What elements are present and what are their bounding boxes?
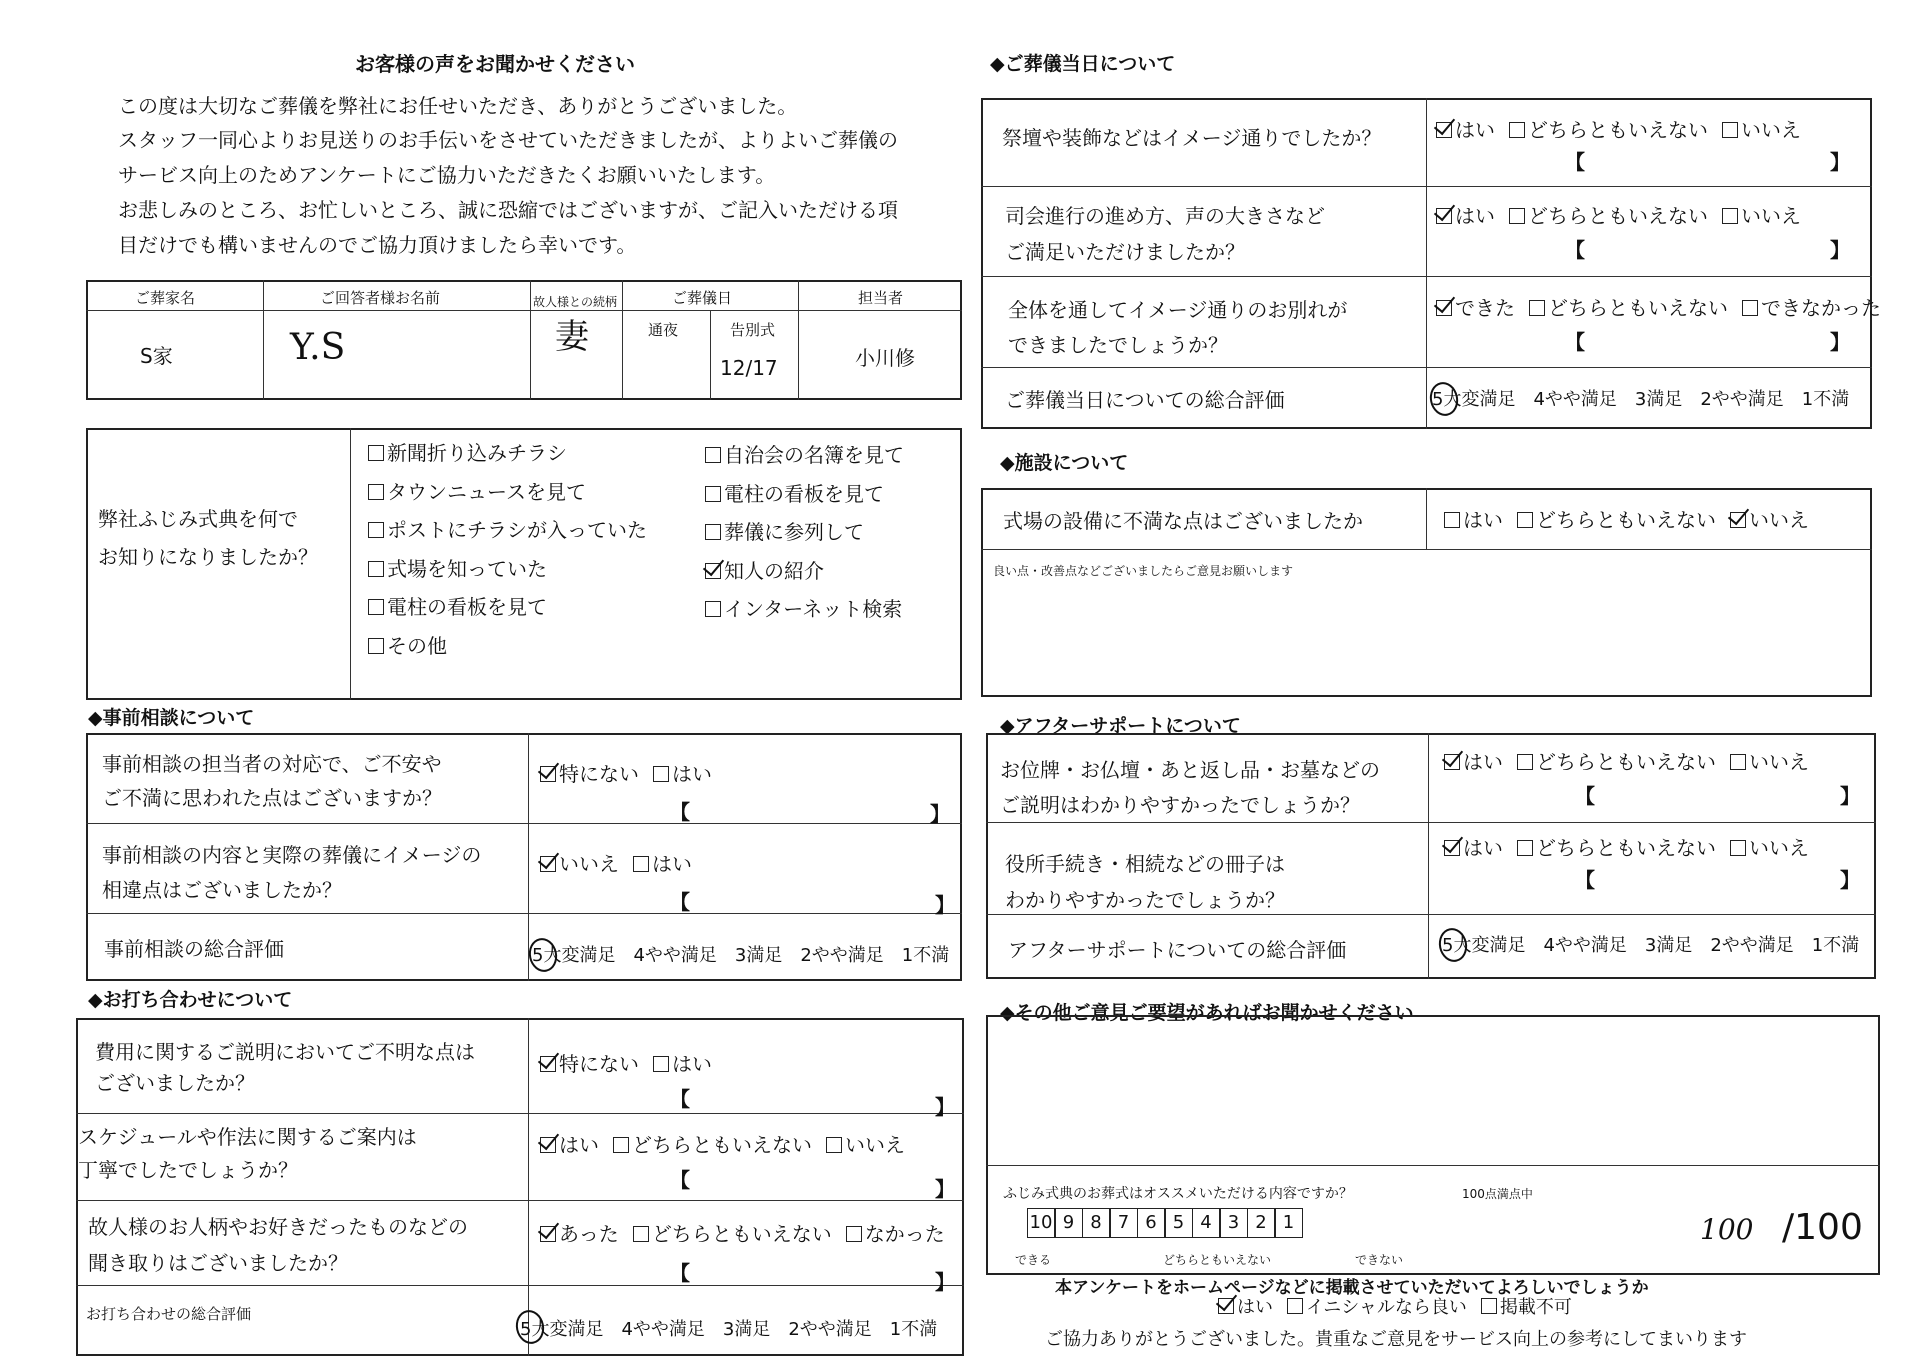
pre-q1: 事前相談の担当者の対応で、ご不安や	[102, 752, 442, 776]
bracket-close: 】	[935, 1177, 955, 1201]
pre-q2: 事前相談の内容と実際の葬儀にイメージの	[102, 843, 482, 867]
source-option[interactable]	[368, 595, 547, 619]
checkbox-icon[interactable]	[1481, 1298, 1497, 1314]
intro-line: お悲しみのところ、お忙しいところ、誠に恐縮ではございますが、ご記入いただける項	[118, 198, 898, 222]
checked-box-icon[interactable]	[1218, 1298, 1234, 1314]
source-option[interactable]	[705, 520, 864, 544]
source-option[interactable]	[368, 634, 447, 658]
checkbox-icon[interactable]	[653, 766, 669, 782]
bracket-close: 】	[1830, 238, 1850, 262]
checked-box-icon[interactable]	[1444, 840, 1460, 856]
checkbox-icon[interactable]	[826, 1137, 842, 1153]
checkbox-icon[interactable]	[368, 599, 384, 615]
checked-box-icon[interactable]	[540, 1137, 556, 1153]
scale-label-left: できる	[1015, 1253, 1052, 1267]
checkbox-icon[interactable]	[1722, 122, 1738, 138]
checkbox-icon[interactable]	[1517, 840, 1533, 856]
fd-q1-options	[1436, 118, 1815, 142]
option-label: はい	[1463, 836, 1503, 860]
option[interactable]	[1436, 296, 1515, 320]
bracket-close: 】	[935, 893, 955, 917]
header-funeral: 告別式	[730, 321, 776, 339]
checkbox-icon[interactable]	[1517, 512, 1533, 528]
staff-name-value[interactable]: 小川修	[855, 346, 915, 370]
after-support-heading: ◆アフターサポートについて	[1000, 715, 1241, 737]
as-q2: わかりやすかったでしょうか？	[1005, 888, 1285, 912]
option[interactable]	[1444, 836, 1503, 860]
checkbox-icon[interactable]	[1509, 122, 1525, 138]
option-label: 電柱の看板を見て	[387, 595, 547, 619]
intro-line: この度は大切なご葬儀を弊社にお任せいただき、ありがとうございました。	[118, 94, 798, 118]
info-table	[86, 280, 962, 400]
option[interactable]	[1287, 1297, 1467, 1318]
publish-question: 本アンケートをホームページなどに掲載させていただいてよろしいでしょうか	[1055, 1278, 1649, 1298]
bracket-open: 【	[1565, 330, 1585, 354]
option[interactable]	[1509, 118, 1708, 142]
score-max: /100	[1782, 1207, 1863, 1248]
option-label: はい	[1237, 1297, 1273, 1318]
checked-box-icon[interactable]	[1436, 208, 1452, 224]
option[interactable]	[653, 762, 712, 786]
checkbox-icon[interactable]	[368, 445, 384, 461]
option-label: できなかった	[1761, 296, 1881, 320]
checkbox-icon[interactable]	[705, 601, 721, 617]
publish-options	[1218, 1296, 1586, 1320]
facility-comment-prompt: 良い点・改善点などございましたらご意見お願いします	[993, 564, 1294, 578]
as-q1-options	[1444, 750, 1823, 774]
meeting-q1-options	[540, 1052, 726, 1076]
option-label: イニシャルなら良い	[1306, 1297, 1467, 1318]
as-q2: 役所手続き・相続などの冊子は	[1005, 852, 1285, 876]
checkbox-icon[interactable]	[705, 486, 721, 502]
option[interactable]	[540, 1133, 599, 1157]
header-family: ご葬家名	[135, 289, 196, 307]
checkbox-icon[interactable]	[653, 1056, 669, 1072]
scale-cell[interactable]: 5	[1164, 1208, 1193, 1238]
checked-box-icon[interactable]	[1444, 754, 1460, 770]
option[interactable]	[1509, 204, 1708, 228]
option[interactable]	[1218, 1297, 1273, 1318]
checkbox-icon[interactable]	[1730, 754, 1746, 770]
bracket-open: 【	[670, 890, 690, 914]
option[interactable]	[540, 762, 639, 786]
option[interactable]	[846, 1222, 945, 1246]
thanks-note: ご協力ありがとうございました。貴重なご意見をサービス向上の参考にしてまいります	[1045, 1329, 1747, 1350]
option[interactable]	[1444, 750, 1503, 774]
option-label: 特にない	[559, 762, 639, 786]
option[interactable]	[1529, 296, 1728, 320]
option[interactable]	[613, 1133, 812, 1157]
option-label: はい	[652, 852, 692, 876]
source-option[interactable]	[705, 597, 902, 621]
scale-label-right: できない	[1355, 1253, 1404, 1267]
option[interactable]	[1517, 508, 1716, 532]
checkbox-icon[interactable]	[633, 1226, 649, 1242]
option-label: どちらともいえない	[1536, 508, 1716, 532]
scale-cell[interactable]: 7	[1109, 1208, 1138, 1238]
option[interactable]	[826, 1133, 905, 1157]
option-label: はい	[1463, 750, 1503, 774]
facility-q1-options	[1444, 508, 1823, 532]
option-label: できた	[1455, 296, 1515, 320]
checkbox-icon[interactable]	[705, 447, 721, 463]
option-label: どちらともいえない	[1528, 204, 1708, 228]
source-question: お知りになりましたか？	[98, 545, 318, 569]
checked-box-icon[interactable]	[705, 563, 721, 579]
option[interactable]	[1730, 508, 1809, 532]
option[interactable]	[633, 1222, 832, 1246]
option-label: インターネット検索	[724, 597, 903, 621]
header-wake: 通夜	[648, 321, 679, 339]
option[interactable]	[540, 1052, 639, 1076]
bracket-close: 】	[1830, 150, 1850, 174]
as-q2-options	[1444, 836, 1823, 860]
header-relation: 故人様との続柄	[533, 295, 618, 309]
scale-cell[interactable]: 9	[1054, 1208, 1083, 1238]
source-option[interactable]	[705, 482, 884, 506]
option-label: はい	[559, 1133, 599, 1157]
option[interactable]	[1742, 296, 1881, 320]
intro-line: 目だけでも構いませんのでご協力頂けましたら幸いです。	[118, 233, 637, 257]
option[interactable]	[653, 1052, 712, 1076]
funeral-date-value[interactable]: 12/17	[720, 356, 778, 380]
checked-box-icon[interactable]	[540, 766, 556, 782]
meeting-q1: ございましたか？	[95, 1071, 255, 1095]
source-option[interactable]	[368, 557, 547, 581]
option-label: いいえ	[1749, 836, 1809, 860]
option-label: いいえ	[1741, 204, 1801, 228]
checkbox-icon[interactable]	[368, 522, 384, 538]
checked-box-icon[interactable]	[1730, 512, 1746, 528]
source-question: 弊社ふじみ式典を何で	[98, 507, 298, 531]
pre-q2-options	[540, 852, 706, 876]
option-label: いいえ	[845, 1133, 905, 1157]
option-label: いいえ	[1749, 750, 1809, 774]
option-label: 特にない	[559, 1052, 639, 1076]
bracket-close: 】	[935, 1270, 955, 1294]
scale-cell[interactable]: 1	[1274, 1208, 1303, 1238]
bracket-open: 【	[1575, 868, 1595, 892]
option-label: 電柱の看板を見て	[724, 481, 884, 506]
score-label: 100点満点中	[1462, 1187, 1533, 1201]
header-staff: 担当者	[858, 289, 904, 307]
fd-q2: ご満足いただけましたか？	[1005, 240, 1245, 264]
as-q1: ご説明はわかりやすかったでしょうか？	[1000, 793, 1360, 817]
scale-cell[interactable]: 8	[1082, 1208, 1111, 1238]
fd-q3-options	[1436, 296, 1895, 320]
checked-box-icon[interactable]	[540, 1226, 556, 1242]
other-heading: ◆その他ご意見ご要望があればお聞かせください	[1000, 1002, 1414, 1024]
bracket-open: 【	[670, 1087, 690, 1111]
source-option[interactable]	[368, 518, 647, 542]
fd-overall-label: ご葬儀当日についての総合評価	[1005, 388, 1285, 412]
option[interactable]	[1436, 204, 1495, 228]
family-name-value[interactable]: S家	[140, 344, 173, 368]
checkbox-icon[interactable]	[846, 1226, 862, 1242]
checkbox-icon[interactable]	[1287, 1298, 1303, 1314]
option[interactable]	[1730, 836, 1809, 860]
meeting-q3: 故人様のお人柄やお好きだったものなどの	[88, 1215, 468, 1239]
bracket-close: 】	[935, 1095, 955, 1119]
option-label: いいえ	[559, 852, 619, 876]
facility-heading: ◆施設について	[1000, 452, 1129, 474]
option[interactable]	[1722, 204, 1801, 228]
option-label: ポストにチラシが入っていた	[387, 518, 647, 542]
checked-box-icon[interactable]	[1436, 300, 1452, 316]
option-label: どちらともいえない	[632, 1133, 812, 1157]
option[interactable]	[1517, 836, 1716, 860]
meeting-q2-options	[540, 1133, 919, 1157]
option-label: どちらともいえない	[1548, 296, 1728, 320]
option-label: はい	[672, 762, 712, 786]
option[interactable]	[1722, 118, 1801, 142]
pre-q2: 相違点はございましたか？	[102, 878, 342, 902]
relation-value[interactable]: 妻	[555, 317, 589, 357]
option-label: いいえ	[1741, 118, 1801, 142]
funeral-day-heading: ◆ご葬儀当日について	[990, 53, 1176, 75]
option-label: 掲載不可	[1499, 1297, 1572, 1318]
scale-cell[interactable]: 4	[1192, 1208, 1221, 1238]
meeting-q3: 聞き取りはございましたか？	[88, 1251, 348, 1275]
survey-title: お客様の声をお聞かせください	[355, 52, 635, 76]
pre-q1: ご不満に思われた点はございますか？	[102, 786, 442, 810]
scale-label-mid: どちらともいえない	[1163, 1253, 1272, 1267]
bracket-open: 【	[670, 800, 690, 824]
as-overall-label: アフターサポートについての総合評価	[1008, 938, 1347, 962]
header-date: ご葬儀日	[672, 289, 733, 307]
checkbox-icon[interactable]	[1722, 208, 1738, 224]
header-respondent: ご回答者様お名前	[320, 289, 441, 307]
meeting-q3-options	[540, 1222, 959, 1246]
option-label: どちらともいえない	[651, 1222, 832, 1246]
pre-overall-scale[interactable]: 5大変満足 4やや満足 3満足 2やや満足 1不満	[532, 945, 950, 966]
bracket-close: 】	[1830, 330, 1850, 354]
checkbox-icon[interactable]	[368, 638, 384, 654]
option[interactable]	[540, 852, 619, 876]
option[interactable]	[1444, 508, 1503, 532]
checkbox-icon[interactable]	[705, 524, 721, 540]
source-option[interactable]	[368, 441, 567, 465]
option-label: 知人の紹介	[724, 558, 824, 583]
bracket-open: 【	[670, 1168, 690, 1192]
scale-cell[interactable]: 10	[1027, 1208, 1056, 1238]
fd-q2-options	[1436, 204, 1815, 228]
option-label: いいえ	[1749, 508, 1809, 532]
checkbox-icon[interactable]	[1444, 512, 1460, 528]
option-label: はい	[1455, 118, 1495, 142]
option-label: その他	[387, 633, 447, 658]
option-label: はい	[1463, 508, 1503, 532]
facility-q1: 式場の設備に不満な点はございましたか	[1003, 509, 1363, 533]
bracket-open: 【	[1575, 784, 1595, 808]
pre-overall-label: 事前相談の総合評価	[104, 937, 284, 961]
checkbox-icon[interactable]	[368, 561, 384, 577]
option-label: どちらともいえない	[1536, 750, 1716, 774]
option[interactable]	[540, 1222, 619, 1246]
bracket-close: 】	[1840, 784, 1860, 808]
scale-cell[interactable]: 3	[1219, 1208, 1248, 1238]
respondent-name-value[interactable]: Y.S	[290, 327, 346, 368]
fd-q2: 司会進行の進め方、声の大きさなど	[1005, 204, 1325, 228]
option[interactable]	[1730, 750, 1809, 774]
checkbox-icon[interactable]	[1517, 754, 1533, 770]
option[interactable]	[1481, 1297, 1572, 1318]
meeting-heading: ◆お打ち合わせについて	[88, 989, 293, 1011]
bracket-open: 【	[670, 1261, 690, 1285]
fd-overall-scale[interactable]: 5大変満足 4やや満足 3満足 2やや満足 1不満	[1432, 389, 1850, 410]
checked-box-icon[interactable]	[540, 856, 556, 872]
option[interactable]	[633, 852, 692, 876]
checked-box-icon[interactable]	[1436, 122, 1452, 138]
scale-cell[interactable]: 2	[1247, 1208, 1276, 1238]
recommend-scale	[1028, 1208, 1303, 1238]
checkbox-icon[interactable]	[1529, 300, 1545, 316]
option-label: はい	[1455, 204, 1495, 228]
checkbox-icon[interactable]	[633, 856, 649, 872]
meeting-q2: スケジュールや作法に関するご案内は	[78, 1125, 417, 1149]
option[interactable]	[1517, 750, 1716, 774]
scale-cell[interactable]: 6	[1137, 1208, 1166, 1238]
intro-line: サービス向上のためアンケートにご協力いただきたくお願いいたします。	[118, 163, 776, 187]
option[interactable]	[1436, 118, 1495, 142]
option-label: なかった	[864, 1222, 945, 1246]
checkbox-icon[interactable]	[1730, 840, 1746, 856]
checkbox-icon[interactable]	[368, 484, 384, 500]
as-overall-scale[interactable]: 5大変満足 4やや満足 3満足 2やや満足 1不満	[1442, 935, 1860, 956]
option-label: どちらともいえない	[1536, 836, 1716, 860]
bracket-open: 【	[1565, 150, 1585, 174]
as-q1: お位牌・お仏壇・あと返し品・お墓などの	[1000, 758, 1380, 782]
meeting-overall-scale[interactable]: 5大変満足 4やや満足 3満足 2やや満足 1不満	[520, 1319, 938, 1340]
checkbox-icon[interactable]	[613, 1137, 629, 1153]
checked-box-icon[interactable]	[540, 1056, 556, 1072]
meeting-overall-label: お打ち合わせの総合評価	[86, 1305, 252, 1323]
fd-q1: 祭壇や装飾などはイメージ通りでしたか？	[1002, 126, 1382, 150]
meeting-q1: 費用に関するご説明においてご不明な点は	[95, 1040, 475, 1064]
score-written[interactable]: 100	[1700, 1213, 1754, 1246]
option-label: タウンニュースを見て	[387, 479, 586, 504]
option-label: 自治会の名簿を見て	[724, 443, 904, 467]
fd-q3: 全体を通してイメージ通りのお別れが	[1008, 298, 1348, 322]
option-label: 式場を知っていた	[387, 556, 547, 581]
checkbox-icon[interactable]	[1509, 208, 1525, 224]
source-option[interactable]	[705, 443, 904, 467]
source-option[interactable]	[705, 559, 824, 583]
bracket-open: 【	[1565, 238, 1585, 262]
intro-line: スタッフ一同心よりお見送りのお手伝いをさせていただきましたが、よりよいご葬儀の	[118, 128, 898, 152]
option-label: 新聞折り込みチラシ	[387, 441, 567, 465]
checkbox-icon[interactable]	[1742, 300, 1758, 316]
pre-q1-options	[540, 762, 726, 786]
bracket-close: 】	[930, 802, 950, 826]
bracket-close: 】	[1840, 868, 1860, 892]
meeting-q2: 丁寧でしたでしょうか？	[78, 1158, 298, 1182]
recommend-question: ふじみ式典のお葬式はオススメいただける内容ですか？	[1003, 1186, 1353, 1202]
fd-q3: できましたでしょうか？	[1008, 333, 1228, 357]
option-label: 葬儀に参列して	[724, 520, 864, 544]
option-label: はい	[672, 1052, 712, 1076]
option-label: どちらともいえない	[1528, 118, 1708, 142]
source-option[interactable]	[368, 480, 586, 504]
option-label: あった	[559, 1222, 619, 1246]
pre-consult-heading: ◆事前相談について	[88, 707, 255, 729]
